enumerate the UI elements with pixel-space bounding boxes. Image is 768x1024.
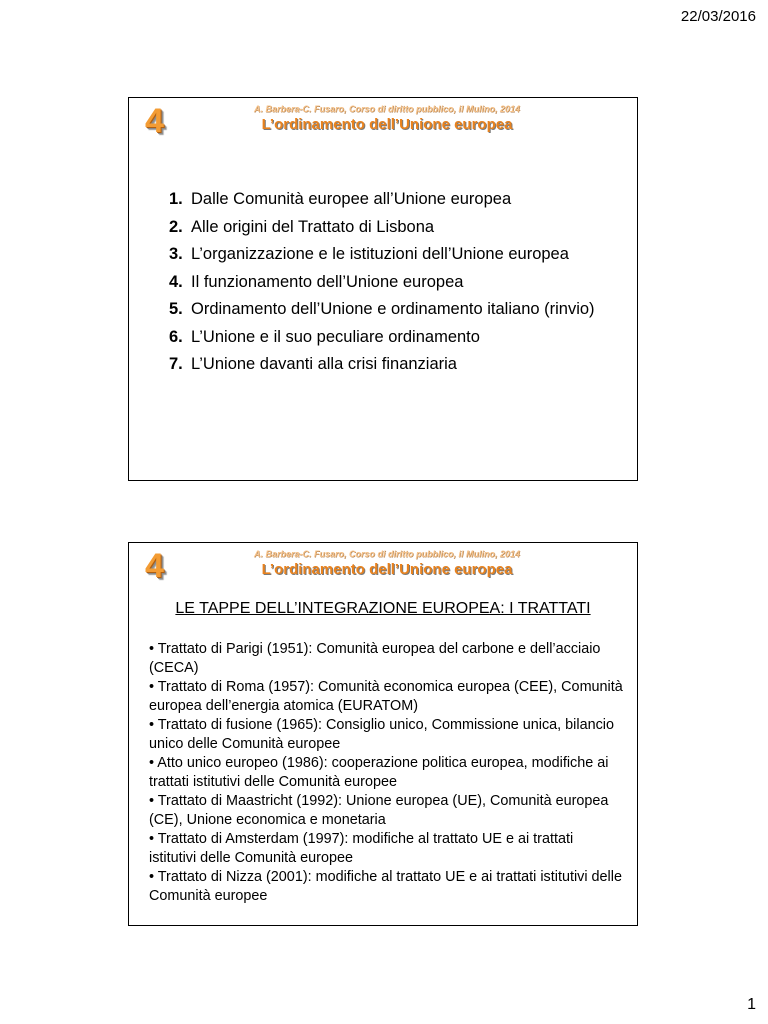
treaty-item (149, 640, 623, 678)
bullet-icon: • (149, 831, 158, 847)
chapter-badge: 4 (145, 102, 164, 140)
outline-item (169, 241, 595, 269)
outline-item-number: 2. (169, 217, 183, 236)
outline-item-number: 7. (169, 355, 183, 373)
outline-item (169, 186, 595, 214)
treaty-text: Trattato di fusione (1965): Consiglio unico, Commissione unica, bilancio unico delle Comunità europee (149, 717, 614, 752)
section-heading: LE TAPPE DELL’INTEGRAZIONE EUROPEA: I TRATTATI (175, 600, 591, 617)
treaty-item (149, 830, 623, 868)
outline-item-text: L’Unione davanti alla crisi finanziaria (191, 355, 457, 373)
outline-item (169, 351, 595, 379)
book-citation: A. Barbera-C. Fusaro, Corso di diritto pubblico, il Mulino, 2014 (253, 549, 521, 559)
treaty-text: Trattato di Nizza (2001): modifiche al trattato UE e ai trattati istitutivi delle Comunità europee (149, 869, 622, 904)
treaty-text: Trattato di Roma (1957): Comunità economica europea (CEE), Comunità europea dell’energia atomica (EURATOM) (149, 679, 623, 714)
outline-item-number: 4. (169, 272, 183, 291)
treaty-text: Atto unico europeo (1986): cooperazione politica europea, modifiche ai trattati istitutivi delle Comunità europee (149, 755, 609, 790)
outline-item (169, 324, 595, 352)
outline-item-text: Dalle Comunità europee all’Unione europea (191, 190, 512, 208)
outline-item (169, 296, 595, 324)
treaty-item (149, 716, 623, 754)
treaty-item (149, 868, 623, 906)
slide-1 (128, 97, 638, 481)
outline-item-text: Ordinamento dell’Unione e ordinamento italiano (rinvio) (191, 300, 595, 318)
outline-item-number: 6. (169, 327, 183, 346)
treaty-text: Trattato di Amsterdam (1997): modifiche al trattato UE e ai trattati istitutivi delle Comunità europee (149, 831, 574, 866)
treaty-item (149, 754, 623, 792)
outline-item-text: Alle origini del Trattato di Lisbona (191, 217, 435, 236)
treaty-text: Trattato di Maastricht (1992): Unione europea (UE), Comunità europea (CE), Unione economica e monetaria (149, 793, 609, 828)
bullet-icon: • (149, 679, 158, 695)
chapter-badge: 4 (145, 547, 164, 585)
outline-item-number: 1. (169, 190, 183, 208)
bullet-icon: • (149, 793, 158, 809)
slide-title: L’ordinamento dell’Unione europea (261, 561, 513, 578)
treaty-text: Trattato di Parigi (1951): Comunità europea del carbone e dell’acciaio (CECA) (149, 641, 601, 676)
slide-title: L’ordinamento dell’Unione europea (261, 116, 513, 133)
treaty-item (149, 678, 623, 716)
outline-item-text: L’Unione e il suo peculiare ordinamento (191, 327, 480, 346)
chapter-outline (169, 186, 595, 379)
print-date: 22/03/2016 (680, 8, 756, 25)
outline-item-text: Il funzionamento dell’Unione europea (191, 272, 464, 291)
outline-item (169, 269, 595, 297)
slide-2 (128, 542, 638, 926)
bullet-icon: • (149, 717, 158, 733)
bullet-icon: • (149, 641, 158, 657)
bullet-icon: • (149, 869, 158, 885)
book-citation: A. Barbera-C. Fusaro, Corso di diritto pubblico, il Mulino, 2014 (253, 104, 521, 114)
outline-item (169, 214, 595, 242)
treaty-list (149, 640, 623, 906)
outline-item-number: 3. (169, 245, 183, 263)
bullet-icon: • (149, 755, 158, 771)
page-number: 1 (747, 996, 756, 1013)
treaty-item (149, 792, 623, 830)
outline-item-text: L’organizzazione e le istituzioni dell’Unione europea (191, 245, 569, 263)
outline-item-number: 5. (169, 300, 183, 318)
